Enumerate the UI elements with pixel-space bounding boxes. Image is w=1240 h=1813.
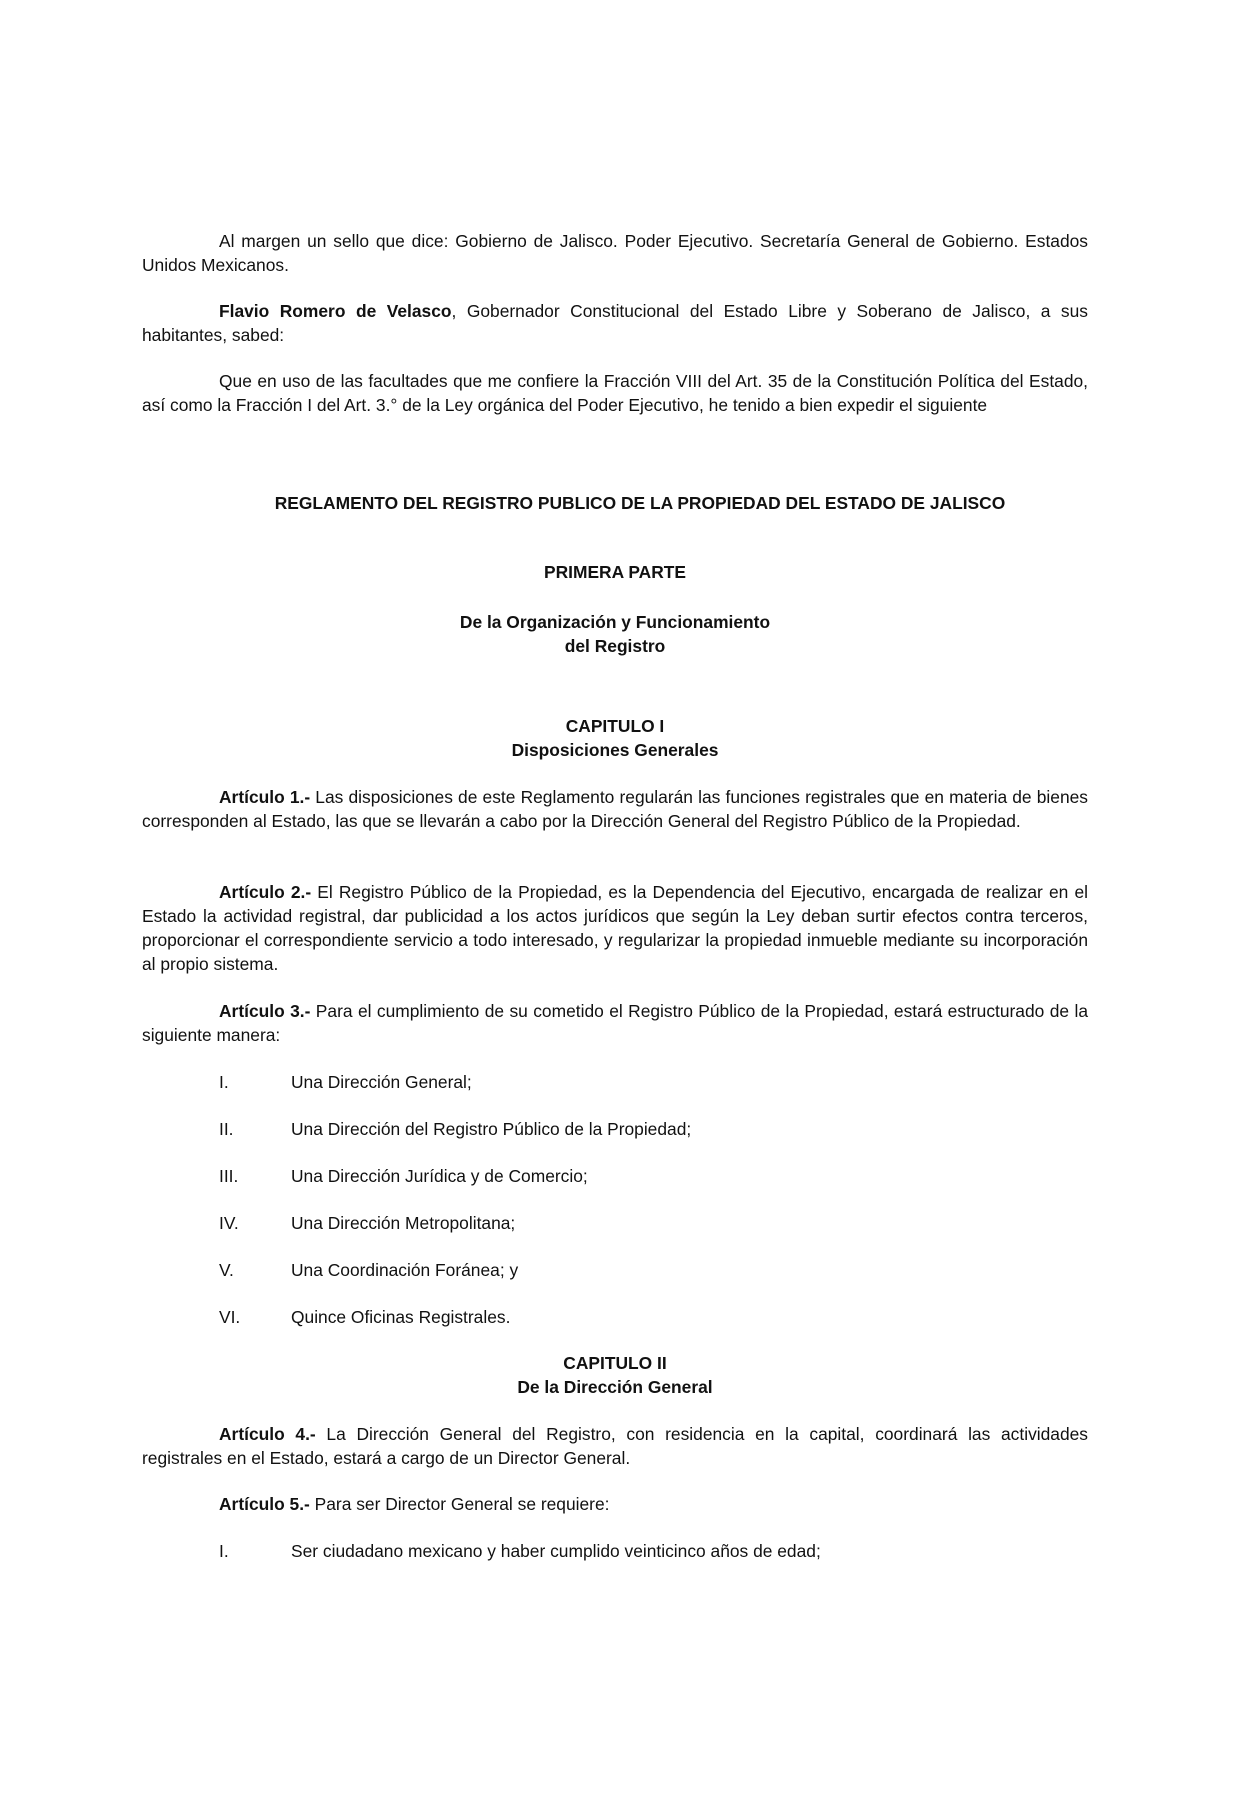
list-item-text: Ser ciudadano mexicano y haber cumplido veinticinco años de edad; (291, 1541, 821, 1561)
chapter1-title: CAPITULO I (565, 716, 665, 736)
article-2-label: Artículo 2.- (219, 882, 312, 902)
seal-text: Al margen un sello que dice: Gobierno de Jalisco. Poder Ejecutivo. Secretaría General de Gobierno. Estados Unidos Mexicanos. (142, 231, 1088, 275)
article-1-text: Las disposiciones de este Reglamento regularán las funciones registrales que en materia de bienes corresponden al Estado, las que se llevarán a cabo por la Dirección General del Registro Público de la Propiedad. (142, 787, 1089, 831)
chapter1-subtitle: Disposiciones Generales (511, 740, 719, 760)
governor-name: Flavio Romero de Velasco (219, 301, 452, 321)
chapter2-subtitle: De la Dirección General (517, 1377, 713, 1397)
list-item-number: II. (219, 1119, 234, 1139)
article-4-text: La Dirección General del Registro, con residencia en la capital, coordinará las actividades registrales en el Estado, estará a cargo de un Director General. (142, 1424, 1089, 1468)
chapter1-heading (142, 714, 1088, 762)
article-4 (142, 1422, 1088, 1470)
chapter2-title: CAPITULO II (563, 1353, 667, 1373)
part-subtitle-line2: del Registro (564, 636, 666, 656)
list-item-text: Una Dirección General; (291, 1072, 472, 1092)
list-item-number: I. (219, 1072, 229, 1092)
governor-paragraph (142, 299, 1088, 347)
article-4-label: Artículo 4.- (219, 1424, 316, 1444)
list-item-text: Una Coordinación Foránea; y (291, 1260, 519, 1280)
list-item-number: VI. (219, 1307, 241, 1327)
article-3-label: Artículo 3.- (219, 1001, 311, 1021)
part-subtitle-line1: De la Organización y Funcionamiento (459, 612, 771, 632)
list-item-number: I. (219, 1541, 229, 1561)
list-item-number: III. (219, 1166, 239, 1186)
part-title: PRIMERA PARTE (543, 562, 687, 582)
article-1 (142, 785, 1088, 833)
article-5-label: Artículo 5.- (219, 1494, 310, 1514)
article-2-text: El Registro Público de la Propiedad, es la Dependencia del Ejecutivo, encargada de realizar en el Estado la actividad registral, dar publicidad a los actos jurídicos que según la Ley deban surtir efectos contra terceros, proporcionar el correspondiente servicio a todo interesado, y regularizar la propiedad inmueble mediante su incorporación al propio sistema. (142, 882, 1089, 974)
faculties-text: Que en uso de las facultades que me confiere la Fracción VIII del Art. 35 de la Constitución Política del Estado, así como la Fracción I del Art. 3.° de la Ley orgánica del Poder Ejecutivo, he tenido a bien expedir el siguiente (142, 371, 1088, 415)
governor-text: , Gobernador Constitucional del Estado Libre y Soberano de Jalisco, a sus habitantes, sabed: (142, 301, 1088, 345)
article-5 (142, 1492, 1088, 1516)
seal-paragraph (142, 229, 1088, 277)
list-item-text: Quince Oficinas Registrales. (291, 1307, 511, 1327)
article-3 (142, 999, 1088, 1047)
article-5-text: Para ser Director General se requiere: (309, 1494, 610, 1514)
list-item-text: Una Dirección del Registro Público de la Propiedad; (291, 1119, 692, 1139)
list-item-text: Una Dirección Metropolitana; (291, 1213, 516, 1233)
part-subtitle (142, 610, 1088, 658)
chapter2-heading (142, 1351, 1088, 1399)
article-2 (142, 880, 1088, 976)
document-title: REGLAMENTO DEL REGISTRO PUBLICO DE LA PROPIEDAD DEL ESTADO DE JALISCO (274, 493, 1006, 513)
faculties-paragraph (142, 369, 1088, 417)
article-1-label: Artículo 1.- (219, 787, 311, 807)
list-item-number: IV. (219, 1213, 239, 1233)
list-item-number: V. (219, 1260, 234, 1280)
article-3-text: Para el cumplimiento de su cometido el Registro Público de la Propiedad, estará estructurado de la siguiente manera: (142, 1001, 1089, 1045)
list-item-text: Una Dirección Jurídica y de Comercio; (291, 1166, 588, 1186)
